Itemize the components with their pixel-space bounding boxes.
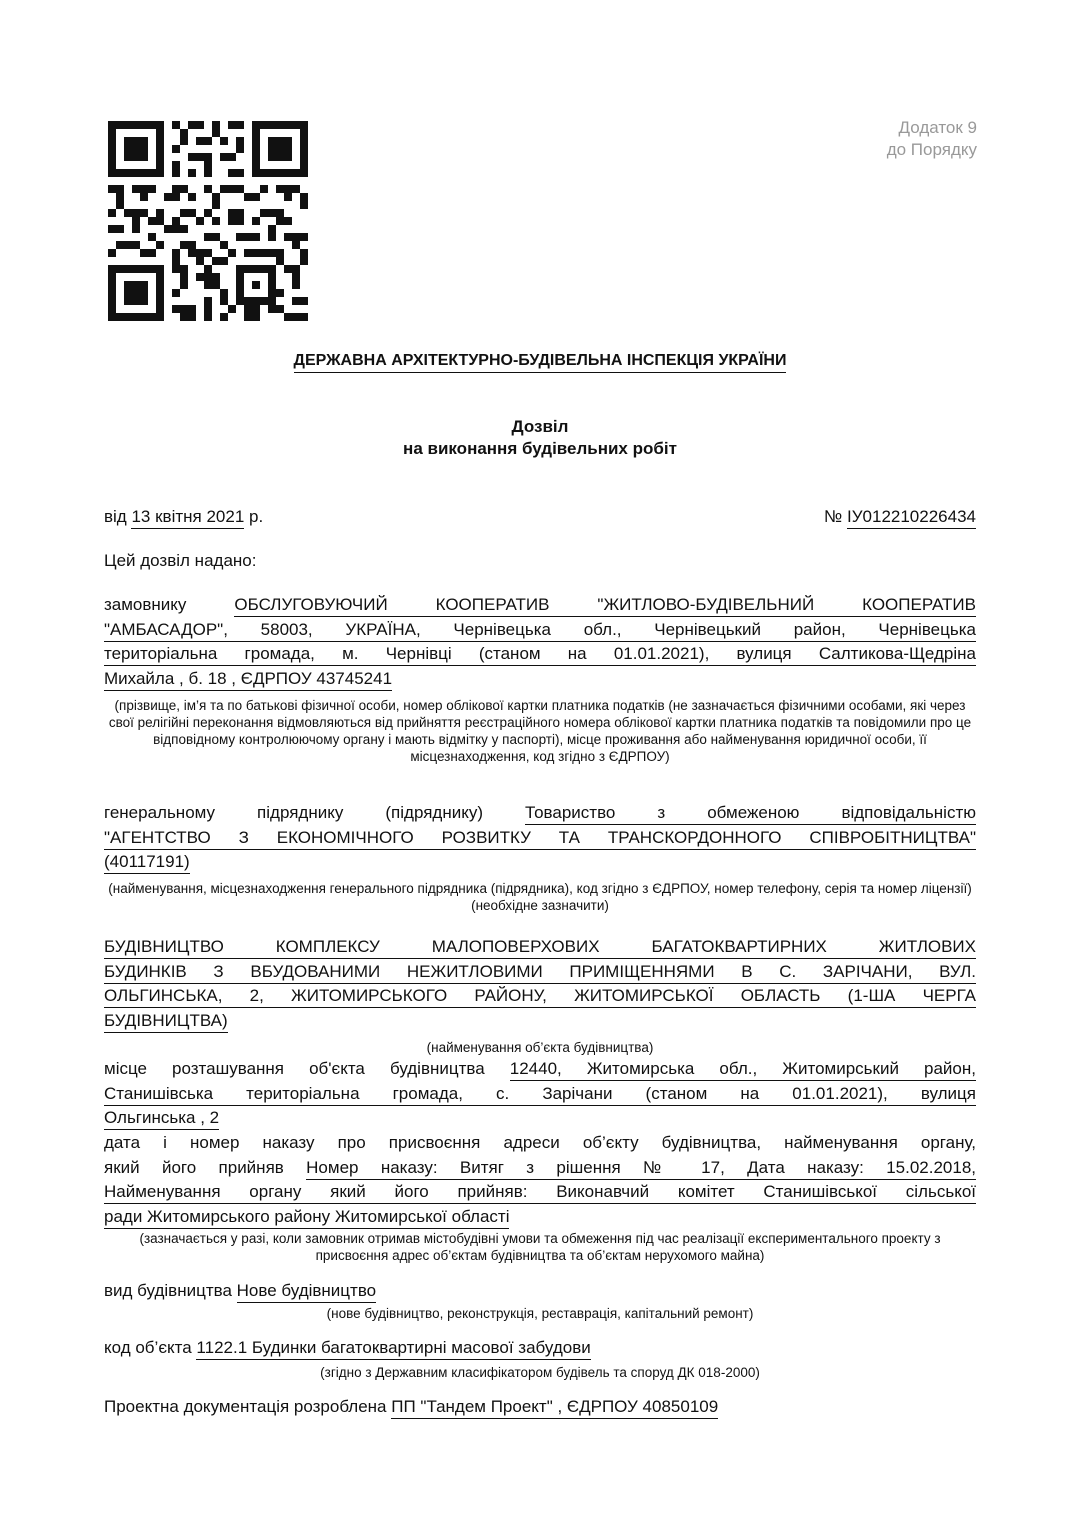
object-code-value: 1122.1 Будинки багатоквартирні масової забудови [196,1338,590,1360]
customer-line-4: Михайла , б. 18 , ЄДРПОУ 43745241 [104,669,392,691]
project-docs-label: Проектна документація розроблена [104,1397,387,1416]
contractor-label: генеральному підряднику (підряднику) [104,803,484,822]
construction-type-value: Нове будівництво [237,1281,376,1303]
address-order-note: (зазначається у разі, коли замовник отримав містобудівні умови та обмеження під час реалізації експериментального проекту з присвоєння адрес об’єктам будівництва та об’єктам нерухомого майна) [139,1231,941,1263]
granted-intro: Цей дозвіл надано: [104,551,257,570]
permit-number-value: ІУ012210226434 [847,507,976,529]
qr-code [108,121,308,321]
object-caption: (найменування об’єкта будівництва) [426,1040,654,1055]
addendum-line-1: Додаток 9 [898,118,977,137]
contractor-line-3: (40117191) [104,852,190,874]
location-label: місце розташування об'єкта будівництва [104,1059,485,1078]
issue-date: від 13 квітня 2021 р. [104,507,263,527]
customer-label: замовнику [104,595,187,614]
address-order-label: дата і номер наказу про присвоєння адреси об’єкту будівництва, найменування органу, [104,1133,976,1152]
location-line-2: Станишівська територіальна громада, с. Зарічани (станом на 01.01.2021), вулиця [104,1084,976,1106]
project-docs-value: ПП "Тандем Проект" , ЄДРПОУ 40850109 [391,1397,718,1419]
addendum-note [887,117,977,161]
location-section [104,1057,976,1131]
title-line-1: Дозвіл [511,417,569,436]
address-order-section [104,1131,976,1229]
location-line-3: Ольгинська , 2 [104,1108,219,1130]
contractor-line-1: Товариство з обмеженою відповідальністю [525,803,976,825]
contractor-note: (найменування, місцезнаходження генерального підрядника (підрядника), код згідно з ЄДРПОУ, номер телефону, серія та номер ліцензії) (необхідне зазначити) [108,881,972,913]
customer-line-1: ОБСЛУГОВУЮЧИЙ КООПЕРАТИВ "ЖИТЛОВО-БУДІВЕЛЬНИЙ КООПЕРАТИВ [234,595,976,617]
construction-type [104,1281,376,1301]
object-line-1: БУДІВНИЦТВО КОМПЛЕКСУ МАЛОПОВЕРХОВИХ БАГАТОКВАРТИРНИХ ЖИТЛОВИХ [104,937,976,959]
contractor-section [104,801,976,875]
contractor-line-2: "АГЕНТСТВО З ЕКОНОМІЧНОГО РОЗВИТКУ ТА ТРАНСКОРДОННОГО СПІВРОБІТНИЦТВА" [104,828,976,850]
object-section [104,935,976,1033]
permit-number: № ІУ012210226434 [824,507,976,527]
object-line-4: БУДІВНИЦТВА) [104,1011,228,1033]
customer-note: (прізвище, ім’я та по батькові фізичної особи, номер облікової картки платника податків (не зазначається фізичними особами, які через свої релігійні переконання відмовляються від прийняття реєстраційного номера облікової картки платника податків та повідомили про це відповідному контролюючому органу і мають відмітку у паспорті), місце проживання або найменування юридичної особи, її місцезнаходження, код згідно з ЄДРПОУ) [108,698,972,764]
construction-type-caption: (нове будівництво, реконструкція, реставрація, капітальний ремонт) [326,1306,754,1321]
address-order-line-4: ради Житомирського району Житомирської області [104,1207,509,1229]
issue-date-value: 13 квітня 2021 [131,507,244,529]
customer-section [104,593,976,691]
object-code-label: код об’єкта [104,1338,192,1357]
object-line-3: ОЛЬГИНСЬКА, 2, ЖИТОМИРСЬКОГО РАЙОНУ, ЖИТОМИРСЬКОЇ ОБЛАСТЬ (1-ША ЧЕРГА [104,986,976,1008]
object-code [104,1338,591,1358]
address-order-line-2: Номер наказу: Витяг з рішення № 17, Дата наказу: 15.02.2018, [306,1158,976,1180]
addendum-line-2: до Порядку [886,140,977,159]
project-docs [104,1397,718,1417]
object-line-2: БУДИНКІВ З ВБУДОВАНИМИ НЕЖИТЛОВИМИ ПРИМІЩЕННЯМИ В С. ЗАРІЧАНИ, ВУЛ. [104,962,976,984]
agency-name: ДЕРЖАВНА АРХІТЕКТУРНО-БУДІВЕЛЬНА ІНСПЕКЦІЯ УКРАЇНИ [0,352,1080,370]
customer-line-2: "АМБАСАДОР", 58003, УКРАЇНА, Чернівецька обл., Чернівецький район, Чернівецька [104,620,976,642]
document-title [0,416,1080,460]
title-line-2: на виконання будівельних робіт [403,439,677,458]
address-order-label-2: який його прийняв [104,1157,284,1177]
construction-type-label: вид будівництва [104,1281,232,1300]
customer-line-3: територіальна громада, м. Чернівці (станом на 01.01.2021), вулиця Салтикова-Щедріна [104,644,976,666]
location-line-1: 12440, Житомирська обл., Житомирський район, [510,1059,976,1081]
object-code-caption: (згідно з Державним класифікатором будівель та споруд ДК 018-2000) [320,1365,760,1380]
address-order-line-3: Найменування органу який його прийняв: Виконавчий комітет Станишівської сільської [104,1182,976,1204]
